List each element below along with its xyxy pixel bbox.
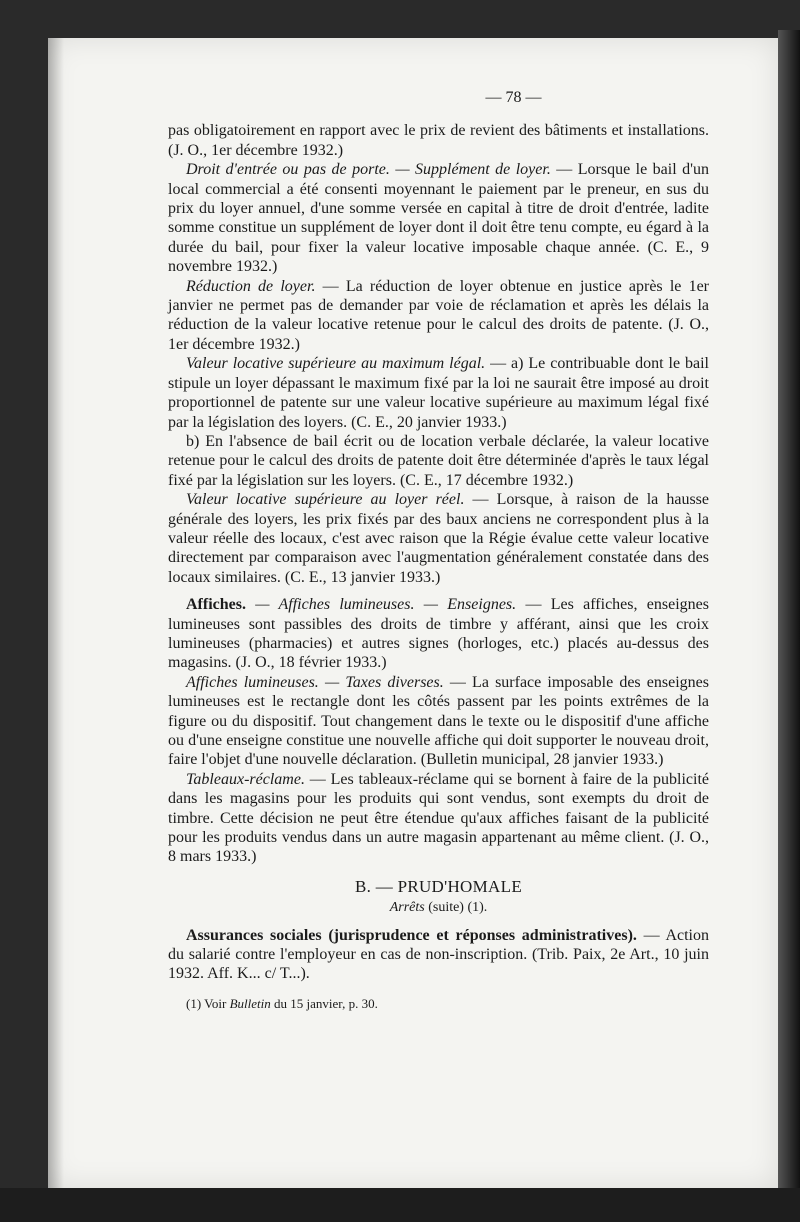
paragraph-body: — Lorsque, à raison de la hausse générale des loyers, les prix fixés par des baux anciens ne correspondent plus à la valeur réelle des locaux, c'est avec raison que la Régie évalue cette valeur locative directement par comparaison avec l'augmentation généralement constatée dans des locaux similaires. (C. E., 13 janvier 1933.) xyxy=(168,491,710,586)
page-content xyxy=(168,88,709,1013)
scan-border xyxy=(0,1188,800,1222)
paragraph-heading: Valeur locative supérieure au loyer réel. xyxy=(186,491,465,509)
paragraph-affiches xyxy=(168,595,709,673)
paragraph-droit-entree xyxy=(168,160,709,276)
section-title: B. — PRUD'HOMALE xyxy=(354,876,522,896)
paragraph-body: — La surface imposable des enseignes lumineuses est le rectangle dont les côtés passent par les points extrêmes de la figure ou du dispositif. Tout changement dans le texte ou le dispositif d'une affiche ou d'une enseigne constitue une nouvelle affiche qui doit supporter le nouveau droit, faire l'objet d'une nouvelle déclaration. (Bulletin municipal, 28 janvier 1933.) xyxy=(168,673,709,769)
paragraph-body: — Action du salarié contre l'employeur en cas de non-inscription. (Trib. Paix, 2e Art., 10 juin 1932. Aff. K... c/ T...). xyxy=(168,926,709,983)
paragraph-affiches-lumineuses xyxy=(168,673,709,770)
paragraph-heading: Droit d'entrée ou pas de porte. — Supplément de loyer. xyxy=(186,161,551,179)
paragraph-bold-heading: Affiches. xyxy=(186,596,246,614)
paragraph-body: — Lorsque le bail d'un local commercial a été consenti moyennant le paiement par le preneur, en sus du prix du loyer annuel, d'une somme versée en capital à titre de droit d'entrée, ladite somme constitue un supplément de loyer dont il doit être tenu compte, eu égard à la durée du bail, pour fixer la valeur locative imposable chaque année. (C. E., 9 novembre 1932.) xyxy=(168,161,709,276)
paragraph-continuation: pas obligatoirement en rapport avec le prix de revient des bâtiments et installations. (J. O., 1er décembre 1932.) xyxy=(168,122,709,159)
page-edge-shadow xyxy=(778,30,800,1190)
section-subtitle-rest: (suite) (1). xyxy=(424,900,488,916)
paragraph-body: — a) Le contribuable dont le bail stipule un loyer dépassant le maximum fixé par la loi ne saurait être imposé au droit proportionnel de patente sur une valeur locative supérieure au maximum légal fixé par la législation des loyers. (C. E., 20 janvier 1933.) xyxy=(168,355,709,431)
section-subtitle-italic: Arrêts xyxy=(389,900,425,916)
paragraph-body: — La réduction de loyer obtenue en justice après le 1er janvier ne permet pas de demander par voie de réclamation et après les délais la réduction de la valeur locative retenue pour le calcul des droits de patente. (J. O., 1er décembre 1932.) xyxy=(168,277,709,353)
paragraph-valeur-maximum xyxy=(168,354,709,432)
footnote-rest: du 15 janvier, p. 30. xyxy=(270,995,378,1011)
paragraph-bold-heading: Assurances sociales (jurisprudence et réponses administratives). xyxy=(186,926,637,944)
page-number: — 78 — xyxy=(485,89,542,106)
paragraph-heading: Affiches lumineuses. — Taxes diverses. xyxy=(186,673,444,691)
paragraph-body: — Les tableaux-réclame qui se bornent à faire de la publicité dans les magasins pour les produits qui sont vendus, sont exempts du droit de timbre. Cette décision ne peut être étendue qu'aux affiches faisant de la publicité pour les produits vendus dans un autre magasin appartenant au même client. (J. O., 8 mars 1933.) xyxy=(168,770,709,866)
section-subtitle xyxy=(168,898,709,917)
paragraph-heading: Tableaux-réclame. xyxy=(186,770,305,788)
paragraph-absence-bail: b) En l'absence de bail écrit ou de location verbale déclarée, la valeur locative retenue pour le calcul des droits de patente doit être déterminée d'après le taux légal fixé par la législation sur les loyers. (C. E., 17 décembre 1932.) xyxy=(168,432,709,489)
paragraph-heading: — Affiches lumineuses. — Enseignes. xyxy=(245,596,517,614)
footnote-prefix: (1) Voir xyxy=(186,995,230,1011)
paragraph-heading: Valeur locative supérieure au maximum légal. xyxy=(186,355,486,373)
paragraph-reduction-loyer xyxy=(168,277,709,355)
paragraph-assurances-sociales xyxy=(168,926,709,984)
paragraph-tableaux-reclame xyxy=(168,770,709,867)
paragraph-heading: Réduction de loyer. xyxy=(186,277,316,295)
paragraph-valeur-reel xyxy=(168,490,709,587)
paragraph-body: — Les affiches, enseignes lumineuses sont passibles des droits de timbre y afférant, ainsi que les croix lumineuses (pharmacies) et autres signes (horloges, etc.) placés au-dessus des magasins. (J. O., 18 février 1933.) xyxy=(168,596,709,672)
footnote-italic: Bulletin xyxy=(229,995,271,1011)
footnote xyxy=(168,994,709,1013)
